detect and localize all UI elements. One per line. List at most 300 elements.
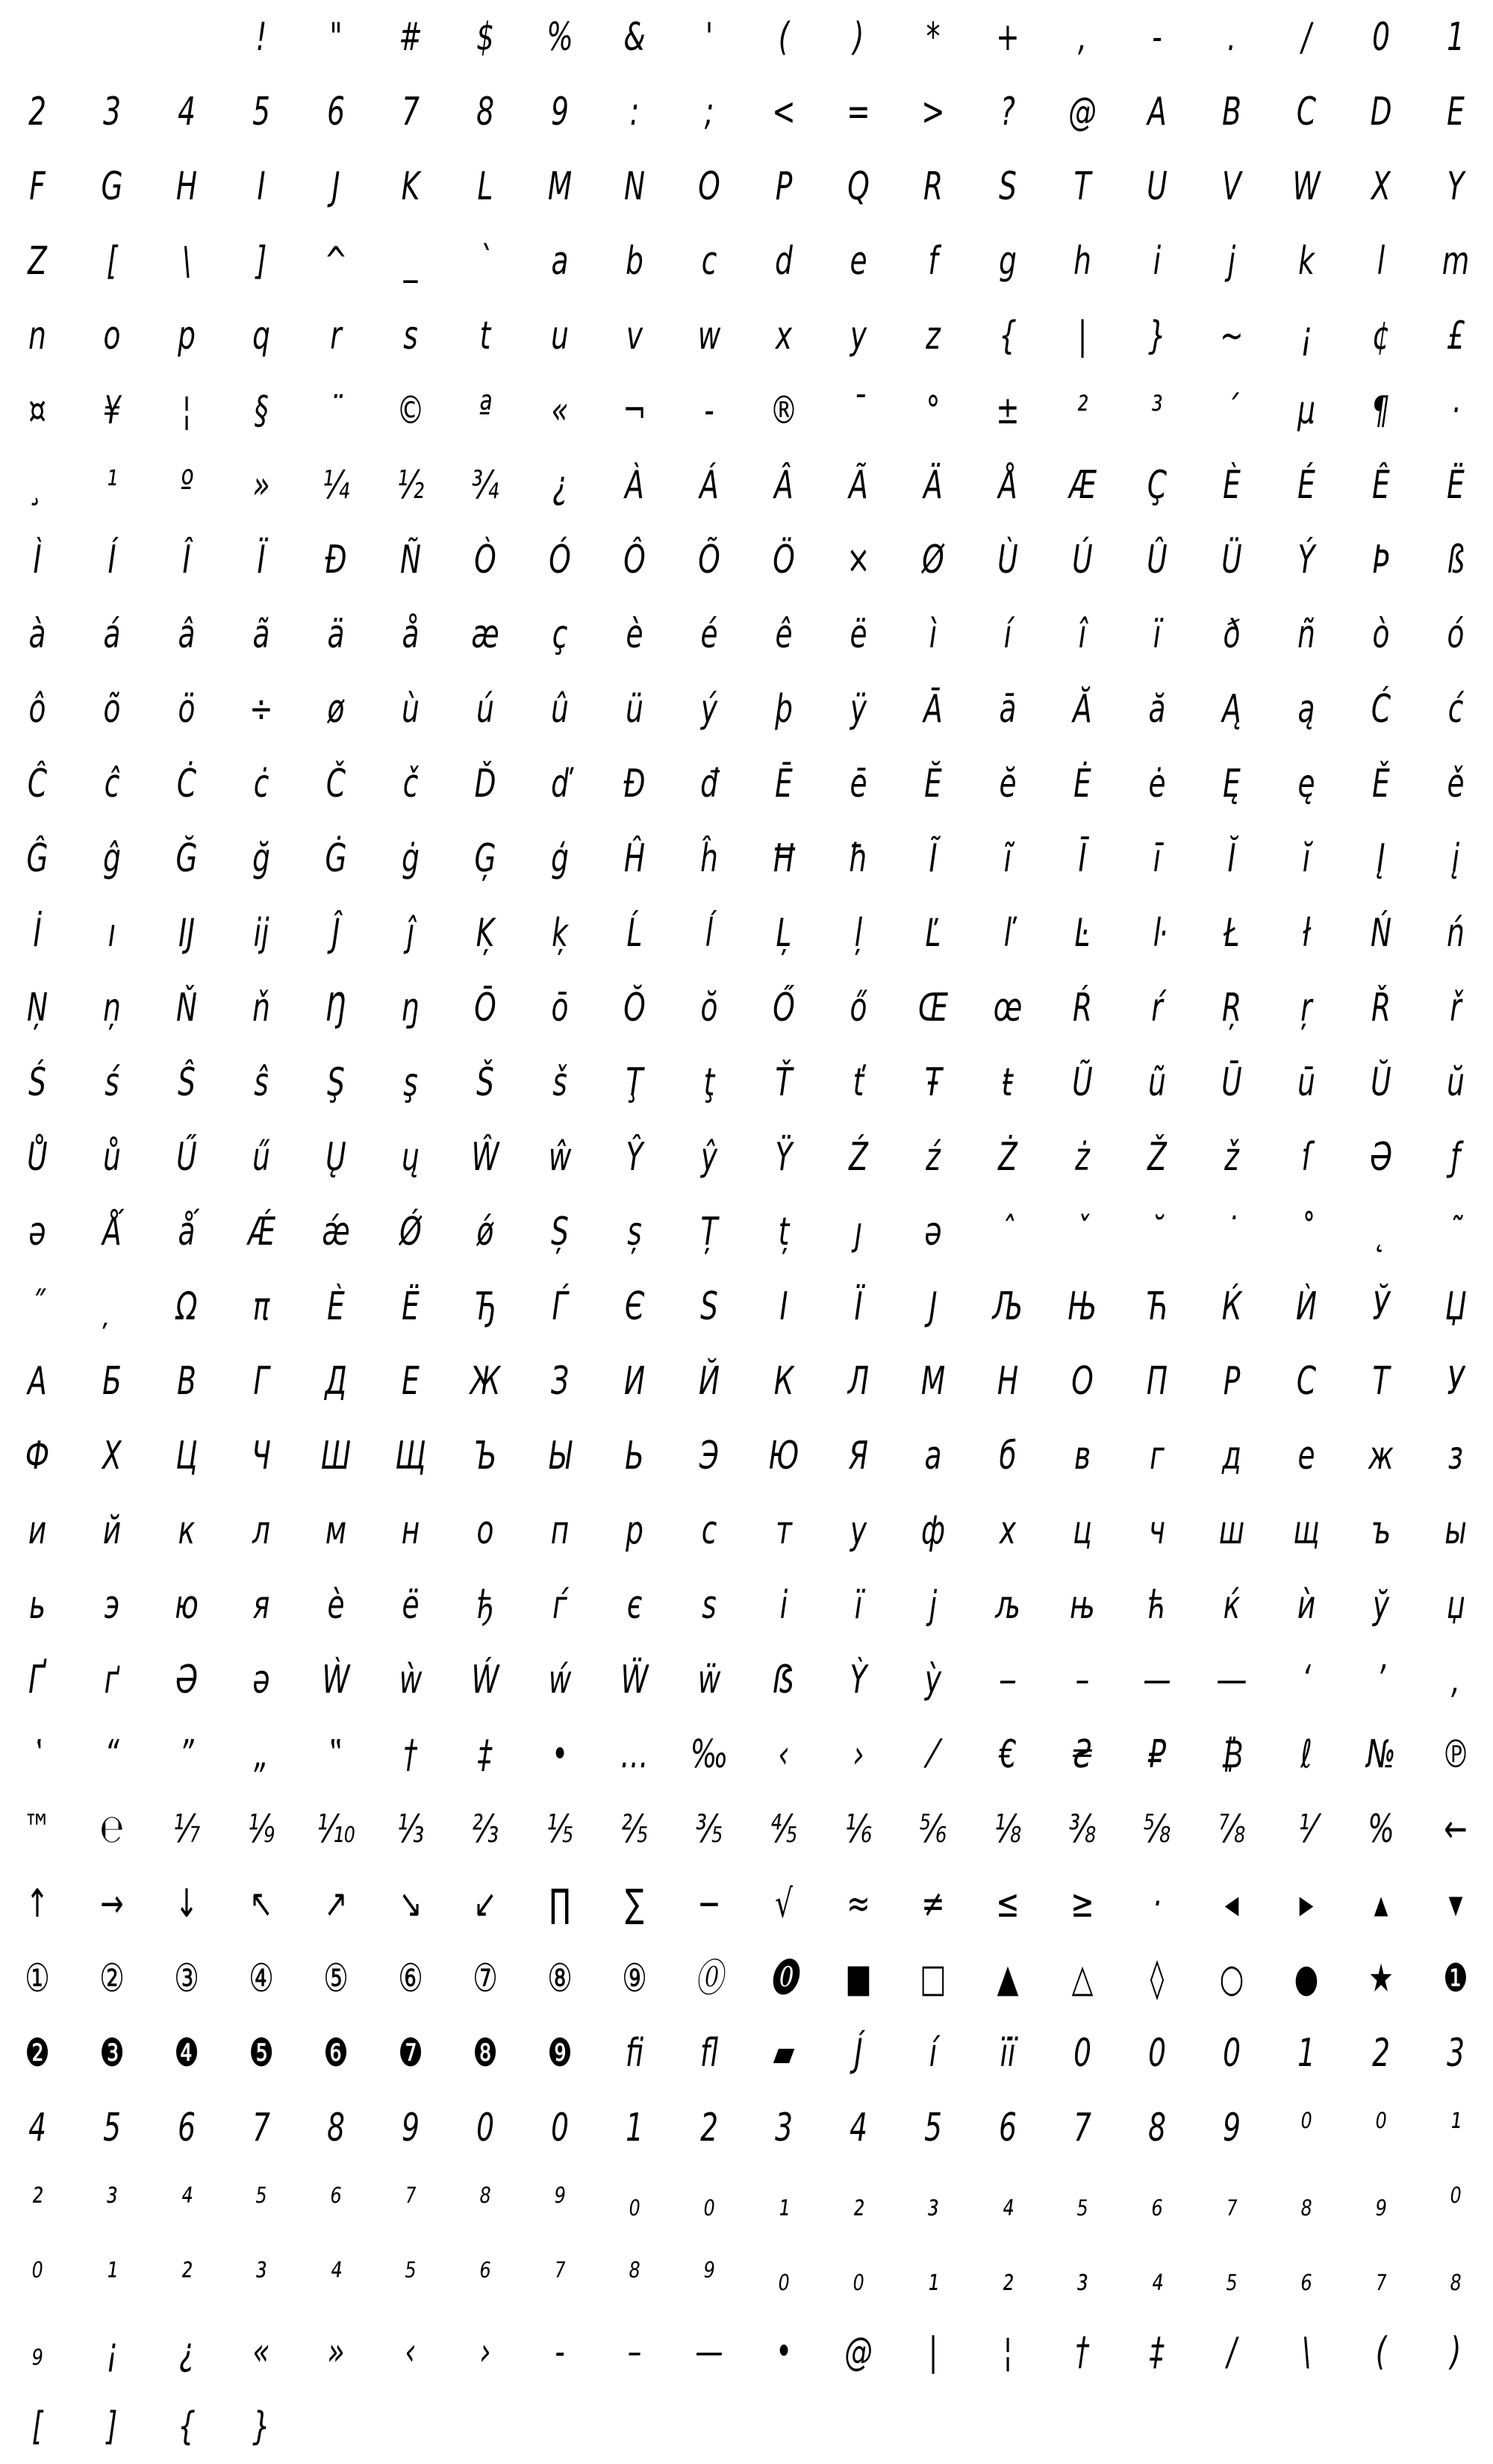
glyph-cell: ` — [478, 239, 493, 284]
glyph-cell: ш — [1218, 1508, 1245, 1553]
glyph-cell: ³ — [1151, 388, 1163, 433]
glyph-cell: ﬁ — [625, 2031, 644, 2076]
glyph-cell: Ы — [548, 1434, 572, 1478]
glyph-cell: ђ — [476, 1583, 494, 1628]
glyph-cell: Ì — [33, 538, 42, 582]
glyph-cell: Љ — [992, 1284, 1023, 1329]
glyph-cell: ₴ — [1071, 1732, 1094, 1777]
glyph-cell: | — [928, 2330, 938, 2374]
glyph-cell: ĝ — [103, 836, 121, 881]
glyph-cell: ° — [926, 388, 941, 433]
glyph-cell: A — [1147, 90, 1167, 134]
glyph-cell: ❷ — [25, 2031, 50, 2076]
glyph-row — [0, 299, 1493, 373]
glyph-row — [0, 1493, 1493, 1568]
glyph-cell: K — [401, 164, 420, 209]
glyph-cell: Œ — [917, 986, 949, 1030]
glyph-cell: œ — [993, 986, 1023, 1030]
glyph-cell: ч — [1148, 1508, 1166, 1553]
glyph-cell: • — [551, 1732, 569, 1777]
glyph-cell: Ə — [1370, 1135, 1392, 1180]
glyph-cell: 1 — [626, 2106, 643, 2150]
glyph-cell: º — [180, 463, 193, 508]
glyph-cell: Ž — [1147, 1135, 1167, 1180]
glyph-cell: Ų — [325, 1135, 346, 1180]
glyph-cell: Ŀ — [1074, 911, 1091, 956]
glyph-cell: к — [178, 1508, 196, 1553]
glyph-cell: I — [257, 164, 266, 209]
glyph-cell: J — [331, 164, 340, 209]
glyph-cell: ◊ — [1150, 1956, 1165, 2001]
glyph-cell: Щ — [395, 1434, 426, 1478]
glyph-cell: Ћ — [1146, 1284, 1168, 1329]
glyph-cell: 3 — [1447, 2031, 1465, 2076]
glyph-cell: ¶ — [1372, 388, 1390, 433]
glyph-cell: µ — [1297, 388, 1315, 433]
glyph-cell: ž — [1224, 1135, 1239, 1180]
glyph-cell: π — [252, 1284, 270, 1329]
glyph-cell: ĩ — [1003, 836, 1012, 881]
glyph-cell: Á — [699, 463, 719, 508]
glyph-row — [0, 971, 1493, 1045]
glyph-row — [0, 1269, 1493, 1344]
glyph-cell: ѐ — [327, 1583, 345, 1628]
glyph-cell: L — [477, 164, 493, 209]
glyph-cell: ‹ — [778, 1732, 790, 1777]
glyph-cell: Ŵ — [471, 1135, 499, 1180]
glyph-cell: ŋ — [402, 986, 420, 1030]
glyph-cell: ъ — [1371, 1508, 1391, 1553]
glyph-cell: ê — [775, 612, 793, 657]
glyph-cell: ş — [403, 1060, 418, 1105]
glyph-cell: ⁰ — [1375, 2106, 1387, 2150]
glyph-cell: 7 — [252, 2106, 270, 2150]
glyph-cell: г — [1150, 1434, 1165, 1478]
glyph-cell: Ĭ — [1227, 836, 1236, 881]
glyph-cell: — — [1143, 1658, 1171, 1702]
glyph-cell: ① — [25, 1956, 50, 2001]
glyph-cell: ⁴ — [181, 2180, 193, 2225]
glyph-cell — [10, 0, 64, 75]
glyph-cell: € — [999, 1732, 1017, 1777]
glyph-cell: Р — [1223, 1359, 1241, 1404]
glyph-cell: Л — [847, 1359, 870, 1404]
glyph-cell: G — [101, 164, 123, 209]
glyph-cell: ₀ — [703, 2180, 715, 2225]
glyph-cell: Є — [624, 1284, 645, 1329]
glyph-cell: ∏ — [549, 1882, 571, 1926]
glyph-cell: и — [28, 1508, 47, 1553]
glyph-cell: ќ — [1223, 1583, 1241, 1628]
glyph-cell: ¿ — [179, 2330, 194, 2374]
glyph-cell: p — [178, 314, 196, 358]
glyph-cell: U — [1147, 164, 1168, 209]
glyph-cell: ≥ — [1070, 1882, 1094, 1926]
glyph-cell: ▾ — [1448, 1882, 1463, 1926]
glyph-cell: ❹ — [174, 2031, 199, 2076]
glyph-cell: л — [252, 1508, 270, 1553]
glyph-cell: † — [403, 1732, 418, 1777]
glyph-cell: Ǻ — [102, 1210, 122, 1254]
glyph-cell: Ǿ — [399, 1210, 422, 1254]
glyph-cell: Ĕ — [924, 762, 942, 806]
glyph-cell: ⅞ — [1218, 1807, 1246, 1852]
glyph-row — [0, 597, 1493, 672]
glyph-cell: . — [1227, 15, 1236, 60]
glyph-cell: Ë — [1447, 463, 1465, 508]
glyph-row — [0, 821, 1493, 896]
glyph-row — [0, 2240, 1493, 2315]
glyph-cell: ф — [920, 1508, 946, 1553]
glyph-cell: í — [1003, 612, 1012, 657]
glyph-cell: è — [626, 612, 643, 657]
glyph-cell: Ī — [1078, 836, 1087, 881]
glyph-cell: ² — [1076, 388, 1088, 433]
glyph-cell: ^ — [324, 239, 348, 284]
glyph-cell: [ — [106, 239, 118, 284]
glyph-cell: ә — [252, 1658, 270, 1702]
glyph-row — [0, 1419, 1493, 1493]
glyph-cell: ❼ — [398, 2031, 423, 2076]
glyph-cell: Ŗ — [1221, 986, 1242, 1030]
glyph-cell: ē — [850, 762, 867, 806]
glyph-cell: * — [926, 15, 941, 60]
glyph-cell: ă — [1148, 687, 1166, 732]
glyph-cell: п — [550, 1508, 570, 1553]
glyph-cell: ´ — [1224, 388, 1239, 433]
glyph-cell: ¦ — [1003, 2330, 1013, 2374]
glyph-cell: − — [697, 1882, 721, 1926]
glyph-cell: ‚ — [1451, 1658, 1460, 1702]
glyph-row — [0, 149, 1493, 224]
glyph-cell: ô — [28, 687, 46, 732]
glyph-cell: V — [1222, 164, 1241, 209]
glyph-cell: э — [104, 1583, 120, 1628]
glyph-cell: Ѐ — [327, 1284, 345, 1329]
glyph-cell: Ê — [1372, 463, 1390, 508]
glyph-cell: ğ — [252, 836, 270, 881]
glyph-cell: ⑧ — [547, 1956, 573, 2001]
glyph-cell: Ù — [997, 538, 1018, 582]
glyph-cell: Ć — [1371, 687, 1391, 732]
glyph-cell: П — [1146, 1359, 1168, 1404]
glyph-cell: } — [252, 2404, 270, 2449]
glyph-cell: Ã — [849, 463, 868, 508]
glyph-cell: Đ — [623, 762, 646, 806]
glyph-cell: 8 — [327, 2106, 345, 2150]
glyph-cell: ã — [252, 612, 270, 657]
glyph-cell: ³ — [255, 2255, 267, 2300]
glyph-cell: R — [923, 164, 944, 209]
glyph-cell: / — [1226, 2330, 1237, 2374]
glyph-cell: ₄ — [1151, 2255, 1163, 2300]
glyph-cell: ❻ — [323, 2031, 349, 2076]
glyph-cell: Ņ — [26, 986, 49, 1030]
glyph-cell: ¹ — [106, 2255, 118, 2300]
glyph-cell: ™ — [23, 1807, 52, 1852]
glyph-row — [0, 2016, 1493, 2091]
glyph-cell: ² — [181, 2255, 193, 2300]
glyph-cell: ₃ — [927, 2180, 939, 2225]
glyph-cell: ₽ — [1148, 1732, 1166, 1777]
glyph-cell: – — [1075, 1658, 1090, 1702]
glyph-cell: ň — [252, 986, 270, 1030]
glyph-cell: Г — [253, 1359, 269, 1404]
glyph-cell: ₀ — [778, 2255, 790, 2300]
glyph-cell: ś — [105, 1060, 119, 1105]
glyph-cell: ℮ — [100, 1807, 124, 1852]
glyph-cell: Ÿ — [775, 1135, 793, 1180]
glyph-cell: ② — [99, 1956, 125, 2001]
glyph-cell: О — [1071, 1359, 1094, 1404]
glyph-cell: џ — [1446, 1583, 1465, 1628]
glyph-cell: Ĝ — [26, 836, 49, 881]
glyph-cell: ˜ — [1448, 1210, 1463, 1254]
glyph-row — [0, 2389, 1493, 2464]
glyph-cell: T — [1073, 164, 1091, 209]
glyph-cell: c — [701, 239, 717, 284]
glyph-cell: ⑥ — [398, 1956, 423, 2001]
glyph-cell: ⁶ — [330, 2180, 342, 2225]
glyph-cell: ő — [850, 986, 867, 1030]
glyph-cell: S — [999, 164, 1017, 209]
glyph-row — [0, 672, 1493, 747]
glyph-cell: | — [1077, 314, 1088, 358]
glyph-cell: ĕ — [999, 762, 1017, 806]
glyph-cell: ў — [1372, 1583, 1390, 1628]
glyph-cell: \ — [181, 239, 192, 284]
glyph-cell: і — [779, 1583, 788, 1628]
glyph-cell: ❸ — [99, 2031, 125, 2076]
glyph-cell: Ъ — [473, 1434, 497, 1478]
glyph-cell: X — [1371, 164, 1391, 209]
glyph-cell: Е — [402, 1359, 420, 1404]
glyph-cell: ÿ — [850, 687, 867, 732]
glyph-cell: 5 — [924, 2106, 942, 2150]
glyph-cell: ¼ — [322, 463, 350, 508]
glyph-cell: ÷ — [249, 687, 273, 732]
glyph-cell: ¹ — [1450, 2106, 1462, 2150]
glyph-cell: ₀ — [853, 2255, 864, 2300]
glyph-cell: Ѝ — [1295, 1284, 1318, 1329]
glyph-cell: ≠ — [921, 1882, 945, 1926]
glyph-cell: Î — [182, 538, 191, 582]
glyph-cell: í — [929, 2031, 938, 2076]
glyph-cell: † — [1075, 2330, 1090, 2374]
glyph-cell: ȷ — [854, 1210, 863, 1254]
glyph-cell: ǽ — [322, 1210, 350, 1254]
glyph-cell: Ў — [1372, 1284, 1390, 1329]
glyph-cell: t — [479, 314, 491, 358]
glyph-cell: ⓪ — [695, 1956, 723, 2001]
glyph-cell: Į — [1377, 836, 1386, 881]
glyph-cell: k — [1298, 239, 1315, 284]
glyph-cell: Ẅ — [620, 1658, 649, 1702]
glyph-cell: # — [399, 15, 423, 60]
glyph-row — [0, 896, 1493, 971]
glyph-cell: Ð — [325, 538, 347, 582]
glyph-cell: ! — [255, 15, 267, 60]
glyph-cell: ņ — [103, 986, 121, 1030]
glyph-cell: 9 — [1223, 2106, 1241, 2150]
glyph-cell: r — [330, 314, 342, 358]
glyph-cell: ź — [926, 1135, 941, 1180]
glyph-cell: Ќ — [1221, 1284, 1242, 1329]
glyph-cell: % — [546, 15, 573, 60]
glyph-cell: Þ — [1372, 538, 1390, 582]
glyph-cell: ¨ — [328, 388, 343, 433]
glyph-cell: м — [325, 1508, 347, 1553]
glyph-cell: Ă — [1073, 687, 1092, 732]
glyph-cell — [160, 0, 213, 75]
glyph-cell: ? — [1000, 90, 1015, 134]
glyph-row — [0, 1867, 1493, 1941]
glyph-cell: ŀ — [1153, 911, 1162, 956]
glyph-cell: ⁵ — [405, 2255, 417, 2300]
glyph-cell: ț — [778, 1210, 790, 1254]
glyph-cell: - — [1152, 15, 1162, 60]
glyph-cell: ə — [924, 1210, 942, 1254]
glyph-row — [0, 1568, 1493, 1643]
glyph-cell: + — [996, 15, 1020, 60]
glyph-cell: 9 — [551, 90, 569, 134]
glyph-cell: 7 — [1073, 2106, 1091, 2150]
glyph-cell: ļ — [854, 911, 863, 956]
glyph-cell: ě — [1447, 762, 1465, 806]
glyph-cell: Ї — [854, 1284, 863, 1329]
glyph-cell: ď — [551, 762, 569, 806]
glyph-cell: ③ — [174, 1956, 199, 2001]
glyph-cell: & — [623, 15, 646, 60]
glyph-cell: 0 — [1148, 2031, 1166, 2076]
glyph-cell: ⅙ — [844, 1807, 873, 1852]
glyph-cell: Ů — [27, 1135, 48, 1180]
glyph-cell: ř — [1450, 986, 1462, 1030]
glyph-cell: Э — [699, 1434, 720, 1478]
glyph-cell: ⁸ — [479, 2180, 491, 2225]
glyph-cell: Я — [848, 1434, 869, 1478]
glyph-cell: , — [1078, 15, 1087, 60]
glyph-cell: ▸ — [1299, 1882, 1314, 1926]
glyph-cell: Д — [325, 1359, 347, 1404]
glyph-cell: ⁰ — [1300, 2106, 1312, 2150]
glyph-cell: ũ — [1148, 1060, 1166, 1105]
glyph-cell: ó — [1447, 612, 1465, 657]
glyph-cell: ż — [1075, 1135, 1090, 1180]
glyph-cell: ŷ — [700, 1135, 718, 1180]
glyph-cell: ↖ — [249, 1882, 273, 1926]
glyph-cell: Í — [107, 538, 116, 582]
glyph-row — [0, 2091, 1493, 2165]
glyph-cell: Ж — [470, 1359, 501, 1404]
glyph-cell: з — [1448, 1434, 1463, 1478]
glyph-cell: ‒ — [999, 1658, 1017, 1702]
glyph-cell: × — [847, 538, 870, 582]
glyph-cell: ₅ — [1076, 2180, 1088, 2225]
glyph-cell: у — [850, 1508, 867, 1553]
glyph-cell: s — [403, 314, 418, 358]
glyph-cell: ö — [178, 687, 196, 732]
glyph-cell: ] — [255, 239, 267, 284]
glyph-cell: þ — [775, 687, 793, 732]
glyph-cell: ¹ — [106, 463, 118, 508]
glyph-cell: ④ — [249, 1956, 274, 2001]
glyph-cell: С — [1296, 1359, 1317, 1404]
glyph-cell: ģ — [551, 836, 569, 881]
glyph-cell: ▰ — [773, 2031, 795, 2076]
glyph-row — [0, 0, 1493, 75]
glyph-cell: ¸ — [30, 463, 45, 508]
glyph-row — [0, 2315, 1493, 2389]
glyph-cell: - — [555, 2330, 565, 2374]
glyph-cell: ѓ — [552, 1583, 567, 1628]
glyph-cell: № — [1366, 1732, 1396, 1777]
glyph-cell: ⁹ — [554, 2180, 566, 2225]
glyph-cell: o — [103, 314, 121, 358]
glyph-cell: î — [1078, 612, 1087, 657]
glyph-cell: ⁰ — [31, 2255, 43, 2300]
glyph-cell: d — [775, 239, 793, 284]
glyph-cell: Ѕ — [700, 1284, 718, 1329]
glyph-cell: Å — [998, 463, 1017, 508]
glyph-cell: в — [1073, 1434, 1091, 1478]
glyph-cell: Ĥ — [623, 836, 646, 881]
glyph-cell: č — [402, 762, 419, 806]
glyph-cell: Ш — [320, 1434, 352, 1478]
glyph-cell: Ř — [1371, 986, 1391, 1030]
glyph-cell: ſ — [1301, 1135, 1312, 1180]
glyph-cell: ä — [327, 612, 345, 657]
glyph-cell: Ħ — [770, 836, 797, 881]
glyph-cell: ⅟ — [1298, 1807, 1315, 1852]
glyph-cell: ◂ — [1224, 1882, 1239, 1926]
glyph-cell: ŝ — [254, 1060, 269, 1105]
glyph-cell: ⁷ — [405, 2180, 417, 2225]
glyph-cell: ù — [402, 687, 420, 732]
glyph-cell: Ф — [25, 1434, 50, 1478]
glyph-cell: ŧ — [1002, 1060, 1014, 1105]
glyph-cell: Н — [997, 1359, 1019, 1404]
glyph-cell: ± — [996, 388, 1020, 433]
glyph-cell: · — [1451, 388, 1460, 433]
glyph-cell: ŕ — [1151, 986, 1163, 1030]
glyph-cell: Ó — [549, 538, 571, 582]
glyph-cell: ₆ — [1151, 2180, 1163, 2225]
glyph-cell: ѕ — [702, 1583, 717, 1628]
glyph-cell: ½ — [396, 463, 425, 508]
glyph-cell: ẁ — [399, 1658, 423, 1702]
glyph-cell: ³ — [106, 2180, 118, 2225]
glyph-cell: > — [921, 90, 945, 134]
glyph-cell: Ō — [474, 986, 496, 1030]
glyph-cell: З — [550, 1359, 570, 1404]
glyph-cell: ú — [476, 687, 494, 732]
glyph-cell: Ő — [773, 986, 795, 1030]
glyph-cell: ❶ — [1443, 1956, 1468, 2001]
glyph-cell: ₿ — [1221, 1732, 1243, 1777]
glyph-cell: È — [1223, 463, 1241, 508]
glyph-cell: @ — [844, 2330, 873, 2374]
glyph-cell: [ — [31, 2404, 43, 2449]
glyph-cell: 5 — [252, 90, 270, 134]
glyph-cell: ― — [1218, 1658, 1246, 1702]
glyph-cell: ī — [1153, 836, 1162, 881]
glyph-cell: ï — [1153, 612, 1162, 657]
glyph-cell: ⅕ — [546, 1807, 574, 1852]
glyph-cell: Ę — [1223, 762, 1241, 806]
glyph-cell: Њ — [1067, 1284, 1097, 1329]
glyph-cell: я — [252, 1583, 270, 1628]
